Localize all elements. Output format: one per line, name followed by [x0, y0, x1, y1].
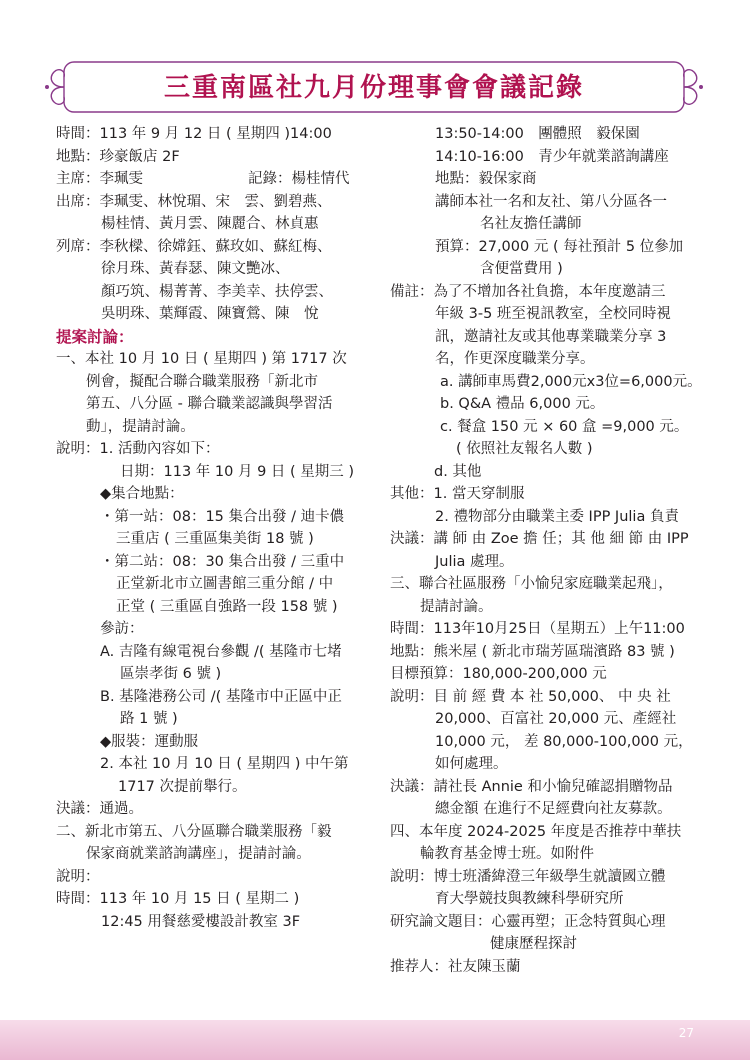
text-line: [390, 731, 710, 754]
line-text: 徐月珠、黃春瑟、陳文艷冰、: [101, 261, 290, 277]
text-line: [56, 258, 376, 281]
title-frame: [44, 58, 704, 116]
text-line: [390, 866, 710, 889]
line-text: 說明：目 前 經 費 本 社 50,000、 中 央 社: [390, 688, 671, 705]
line-text: 健康歷程探討: [490, 936, 577, 952]
text-line: [390, 686, 710, 709]
line-text: 正堂 ( 三重區自強路一段 158 號 ): [116, 598, 338, 615]
text-line: [56, 753, 376, 776]
text-line: [390, 416, 710, 439]
text-line: [56, 348, 376, 371]
line-text: 出席：李珮雯、林悅瑂、宋 雲、劉碧燕、: [56, 193, 332, 210]
text-line: [56, 618, 376, 641]
text-line: [390, 236, 710, 259]
text-line: [390, 461, 710, 484]
text-line: [56, 461, 376, 484]
text-line: [56, 146, 376, 169]
text-line: [390, 528, 710, 551]
text-line: [390, 146, 710, 169]
line-text: 名社友擔任講師: [480, 216, 582, 232]
text-line: [56, 416, 376, 439]
line-text: 地點：珍豪飯店 2F: [56, 148, 180, 165]
text-line: [56, 776, 376, 799]
text-line: [56, 663, 376, 686]
line-text: 日期：113 年 10 月 9 日 ( 星期三 ): [120, 463, 355, 480]
line-text: 2. 禮物部分由職業主委 IPP Julia 負責: [435, 508, 679, 525]
line-text: 推荐人：社友陳玉蘭: [390, 958, 521, 975]
text-line: [390, 123, 710, 146]
line-text: 提案討論：: [56, 327, 134, 346]
section-heading: [56, 326, 376, 349]
footer-band: [0, 1020, 750, 1060]
text-line: [56, 371, 376, 394]
page-number: 27: [678, 1026, 694, 1040]
line-text: 列席：李秋樑、徐嫦鈺、蘇玫如、蘇紅梅、: [56, 238, 332, 255]
text-line: [56, 686, 376, 709]
line-text: A. 吉隆有線電視台參觀 /( 基隆市七堵: [100, 643, 342, 660]
text-line: [56, 731, 376, 754]
line-text: 總金額 在進行不足經費向社友募款。: [435, 801, 672, 817]
text-line: [390, 438, 710, 461]
line-text: 說明：: [56, 868, 100, 885]
text-line: [390, 483, 710, 506]
text-line: [390, 956, 710, 979]
text-line: [56, 438, 376, 461]
line-text: ・第一站：08：15 集合出發 / 迪卡儂: [100, 508, 345, 525]
line-text: 研究論文題目：心靈再塑；正念特質與心理: [390, 913, 666, 930]
text-line: [56, 596, 376, 619]
line-text: 決議：講 師 由 Zoe 擔 任；其 他 細 節 由 IPP: [390, 531, 689, 547]
line-text: d. 其他: [434, 463, 482, 480]
text-line: [390, 618, 710, 641]
text-line: [390, 663, 710, 686]
text-line: [390, 933, 710, 956]
text-line: [56, 303, 376, 326]
line-text: 13:50-14:00 團體照 毅保園: [435, 126, 640, 142]
text-line: [56, 708, 376, 731]
text-line: [390, 371, 710, 394]
line-text: 一、本社 10 月 10 日 ( 星期四 ) 第 1717 次: [56, 351, 347, 367]
line-text: 說明：1. 活動內容如下：: [56, 441, 220, 457]
text-line: [56, 213, 376, 236]
line-text: 顏巧筑、楊菁菁、李美幸、扶停雲、: [101, 283, 333, 300]
line-text: b. Q&A 禮品 6,000 元。: [440, 396, 605, 412]
line-text: 動」，提請討論。: [86, 418, 195, 435]
line-text: 2. 本社 10 月 10 日 ( 星期四 ) 中午第: [100, 756, 349, 772]
line-text: 楊桂情、黃月雲、陳麗合、林貞惠: [101, 216, 319, 232]
text-line: [56, 281, 376, 304]
text-line: [56, 393, 376, 416]
line-text: 路 1 號 ): [120, 711, 178, 727]
text-line: [56, 821, 376, 844]
line-text: 區崇孝街 6 號 ): [120, 666, 222, 682]
text-line: [56, 483, 376, 506]
text-line: [390, 911, 710, 934]
text-line: [56, 191, 376, 214]
text-line: [390, 843, 710, 866]
text-line: [56, 506, 376, 529]
line-text: 三、聯合社區服務「小愉兒家庭職業起飛」，: [390, 576, 673, 592]
line-text: 含便當費用 ): [480, 261, 563, 277]
line-right-text: 記錄：楊桂情代: [248, 171, 350, 187]
text-line: [390, 506, 710, 529]
line-text: c. 餐盒 150 元 × 60 盒 =9,000 元。: [440, 418, 689, 435]
line-text: 講師本社一名和友社、第八分區各一: [435, 193, 667, 210]
text-line: [56, 911, 376, 934]
line-text: a. 講師車馬費2,000元x3位=6,000元。: [440, 373, 702, 390]
line-text: 名，作更深度職業分享。: [435, 351, 595, 367]
text-line: [56, 641, 376, 664]
text-line: [56, 528, 376, 551]
text-line: [390, 573, 710, 596]
line-text: 14:10-16:00 青少年就業諮詢講座: [435, 148, 669, 165]
line-text: ◆集合地點：: [100, 486, 184, 502]
text-line: [56, 798, 376, 821]
line-text: 時間：113 年 9 月 12 日 ( 星期四 )14:00: [56, 126, 332, 142]
right-column: [390, 123, 710, 978]
text-line: [56, 888, 376, 911]
line-text: 年級 3-5 班至視訊教室，全校同時視: [435, 306, 671, 322]
line-text: 說明：博士班潘緯澄三年級學生就讀國立體: [390, 868, 666, 885]
text-line: [390, 888, 710, 911]
line-text: 目標預算：180,000-200,000 元: [390, 666, 607, 682]
line-text: 地點：熊米屋 ( 新北市瑞芳區瑞濱路 83 號 ): [390, 643, 675, 660]
text-line: [390, 191, 710, 214]
text-line: [390, 596, 710, 619]
text-line: [390, 551, 710, 574]
text-line: [390, 753, 710, 776]
text-line: [56, 551, 376, 574]
text-line: [390, 708, 710, 731]
line-text: 正堂新北市立圖書館三重分館 / 中: [116, 576, 334, 592]
text-line: [390, 393, 710, 416]
line-text: 訊，邀請社友或其他專業職業分享 3: [435, 328, 667, 345]
line-text: 第五、八分區 - 聯合職業認識與學習活: [86, 396, 333, 412]
text-line: [390, 326, 710, 349]
text-line: [390, 258, 710, 281]
text-line: [390, 821, 710, 844]
text-line: [56, 866, 376, 889]
text-line: [390, 776, 710, 799]
text-line: [56, 236, 376, 259]
line-text: Julia 處理。: [435, 553, 514, 570]
line-text: 主席：李珮雯: [56, 171, 143, 187]
line-text: 地點：毅保家商: [435, 171, 537, 187]
line-text: 預算：27,000 元 ( 每社預計 5 位參加: [435, 238, 684, 255]
line-text: 20,000、百富社 20,000 元、產經社: [435, 711, 677, 727]
line-text: 時間：113 年 10 月 15 日 ( 星期二 ): [56, 891, 300, 907]
line-text: 其他：1. 當天穿制服: [390, 486, 525, 502]
text-line: [390, 348, 710, 371]
line-text: 輪教育基金博士班。如附件: [420, 846, 594, 862]
line-text: 三重店 ( 三重區集美街 18 號 ): [116, 531, 314, 547]
left-column: [56, 123, 376, 933]
line-text: 參訪：: [100, 621, 144, 637]
text-line: [390, 303, 710, 326]
text-line: [56, 843, 376, 866]
line-text: 決議：請社長 Annie 和小愉兒確認捐贈物品: [390, 778, 673, 795]
text-line: [390, 798, 710, 821]
line-text: 吳明珠、葉輝霞、陳寶鶯、陳 悅: [101, 306, 319, 322]
line-text: 時間：113年10月25日（星期五）上午11:00: [390, 621, 685, 637]
text-line: [390, 641, 710, 664]
line-text: 12:45 用餐慈愛樓設計教室 3F: [101, 913, 301, 930]
text-line: [390, 281, 710, 304]
line-text: ・第二站：08：30 集合出發 / 三重中: [100, 553, 345, 570]
line-text: 保家商就業諮詢講座」，提請討論。: [86, 846, 311, 862]
line-text: ◆服裝：運動服: [100, 733, 199, 750]
line-text: 10,000 元， 差 80,000-100,000 元，: [435, 733, 693, 750]
line-text: 四、本年度 2024-2025 年度是否推荐中華扶: [390, 823, 682, 840]
line-text: 例會，擬配合聯合職業服務「新北市: [86, 373, 318, 390]
line-text: ( 依照社友報名人數 ): [456, 441, 593, 457]
text-line: [56, 168, 376, 191]
page-title: 三重南區社九月份理事會會議記錄: [163, 73, 584, 103]
line-text: 二、新北市第五、八分區聯合職業服務「毅: [56, 823, 332, 840]
line-text: 備註：為了不增加各社負擔，本年度邀請三: [390, 283, 666, 300]
line-text: 提請討論。: [420, 598, 493, 615]
line-text: B. 基隆港務公司 /( 基隆市中正區中正: [100, 688, 342, 705]
text-line: [56, 573, 376, 596]
text-line: [390, 213, 710, 236]
line-text: 決議：通過。: [56, 801, 143, 817]
line-text: 1717 次提前舉行。: [118, 778, 247, 795]
line-text: 育大學競技與教練科學研究所: [435, 891, 624, 907]
text-line: [56, 123, 376, 146]
line-text: 如何處理。: [435, 756, 508, 772]
text-line: [390, 168, 710, 191]
